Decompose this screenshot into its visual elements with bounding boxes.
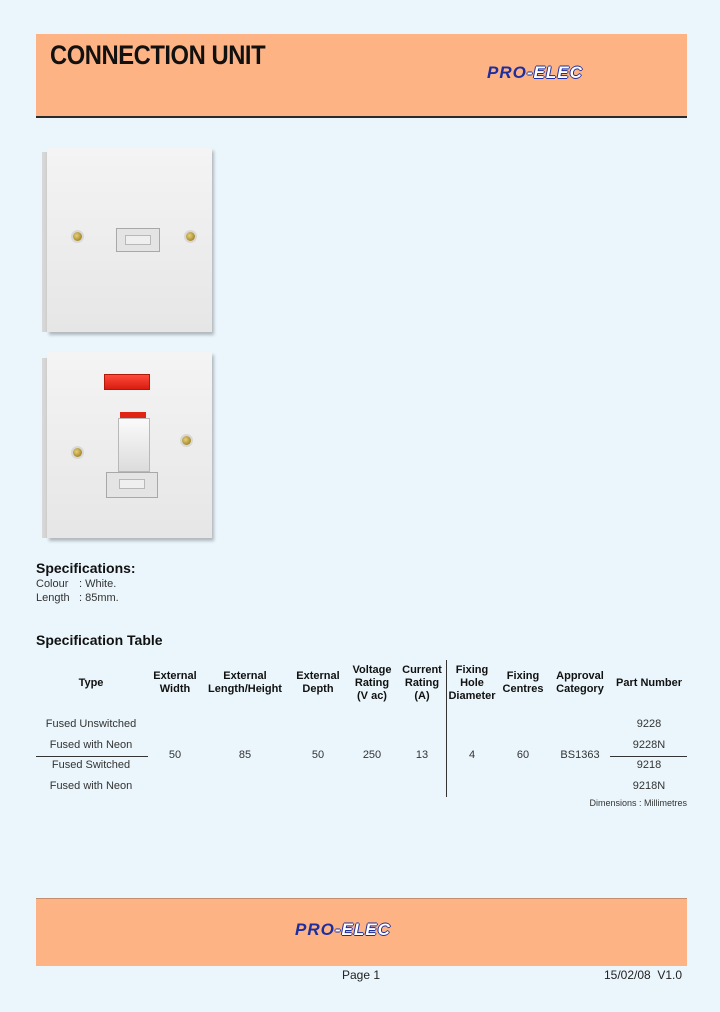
header-band (36, 34, 687, 118)
spec-length (36, 592, 119, 604)
part-number: 9228 (636, 718, 662, 730)
col-header-fixing-centres: Fixing Centres (502, 670, 544, 695)
table-divider (446, 660, 447, 797)
value-external-length: 85 (238, 749, 252, 761)
col-header-external-depth: External Depth (296, 670, 340, 695)
rocker-switch (118, 418, 150, 472)
page-number: Page 1 (342, 968, 381, 982)
col-header-current: Current Rating (A) (402, 664, 442, 702)
footer-band (36, 898, 687, 966)
dimensions-note: Dimensions : Millimetres (589, 798, 687, 808)
spec-table (36, 660, 687, 810)
value-fixing-centres: 60 (516, 749, 530, 761)
col-header-voltage: Voltage Rating (V ac) (352, 664, 392, 702)
product-image-switched-neon (42, 352, 214, 542)
spec-table-heading: Specification Table (36, 632, 163, 648)
col-header-fixing-hole: Fixing Hole Diameter (448, 664, 496, 702)
part-number: 9228N (632, 739, 666, 751)
spec-value: : 85mm. (79, 592, 119, 604)
logo-text-part1: PRO (295, 920, 335, 939)
logo-text-part2: -ELEC (334, 920, 391, 939)
col-header-external-width: External Width (153, 670, 197, 695)
part-number: 9218 (636, 759, 662, 771)
row-divider (610, 756, 687, 757)
spec-label: Colour (36, 578, 69, 590)
row-divider (36, 756, 148, 757)
value-external-width: 50 (168, 749, 182, 761)
document-title: CONNECTION UNIT (50, 40, 266, 70)
col-header-external-length: External Length/Height (208, 670, 282, 695)
specifications-heading: Specifications: (36, 560, 136, 576)
pro-elec-logo (295, 920, 391, 940)
part-number: 9218N (632, 780, 666, 792)
col-header-approval: Approval Category (556, 670, 604, 695)
col-header-part-number: Part Number (615, 677, 683, 689)
type-cell: Fused with Neon (49, 739, 133, 751)
value-approval: BS1363 (560, 749, 600, 761)
col-header-type: Type (78, 677, 104, 689)
logo-text-part2: -ELEC (526, 63, 583, 82)
value-external-depth: 50 (311, 749, 325, 761)
type-cell: Fused Unswitched (45, 718, 137, 730)
product-image-unswitched (42, 148, 214, 336)
type-cell: Fused Switched (51, 759, 131, 771)
spec-value: : White. (79, 578, 117, 590)
date-version: 15/02/08 V1.0 (604, 968, 683, 982)
pro-elec-logo (487, 63, 583, 83)
spec-label: Length (36, 592, 70, 604)
type-cell: Fused with Neon (49, 780, 133, 792)
neon-indicator (104, 374, 150, 390)
value-fixing-hole: 4 (468, 749, 476, 761)
logo-text-part1: PRO (487, 63, 527, 82)
value-current: 13 (415, 749, 429, 761)
value-voltage: 250 (362, 749, 382, 761)
spec-colour (36, 578, 116, 590)
